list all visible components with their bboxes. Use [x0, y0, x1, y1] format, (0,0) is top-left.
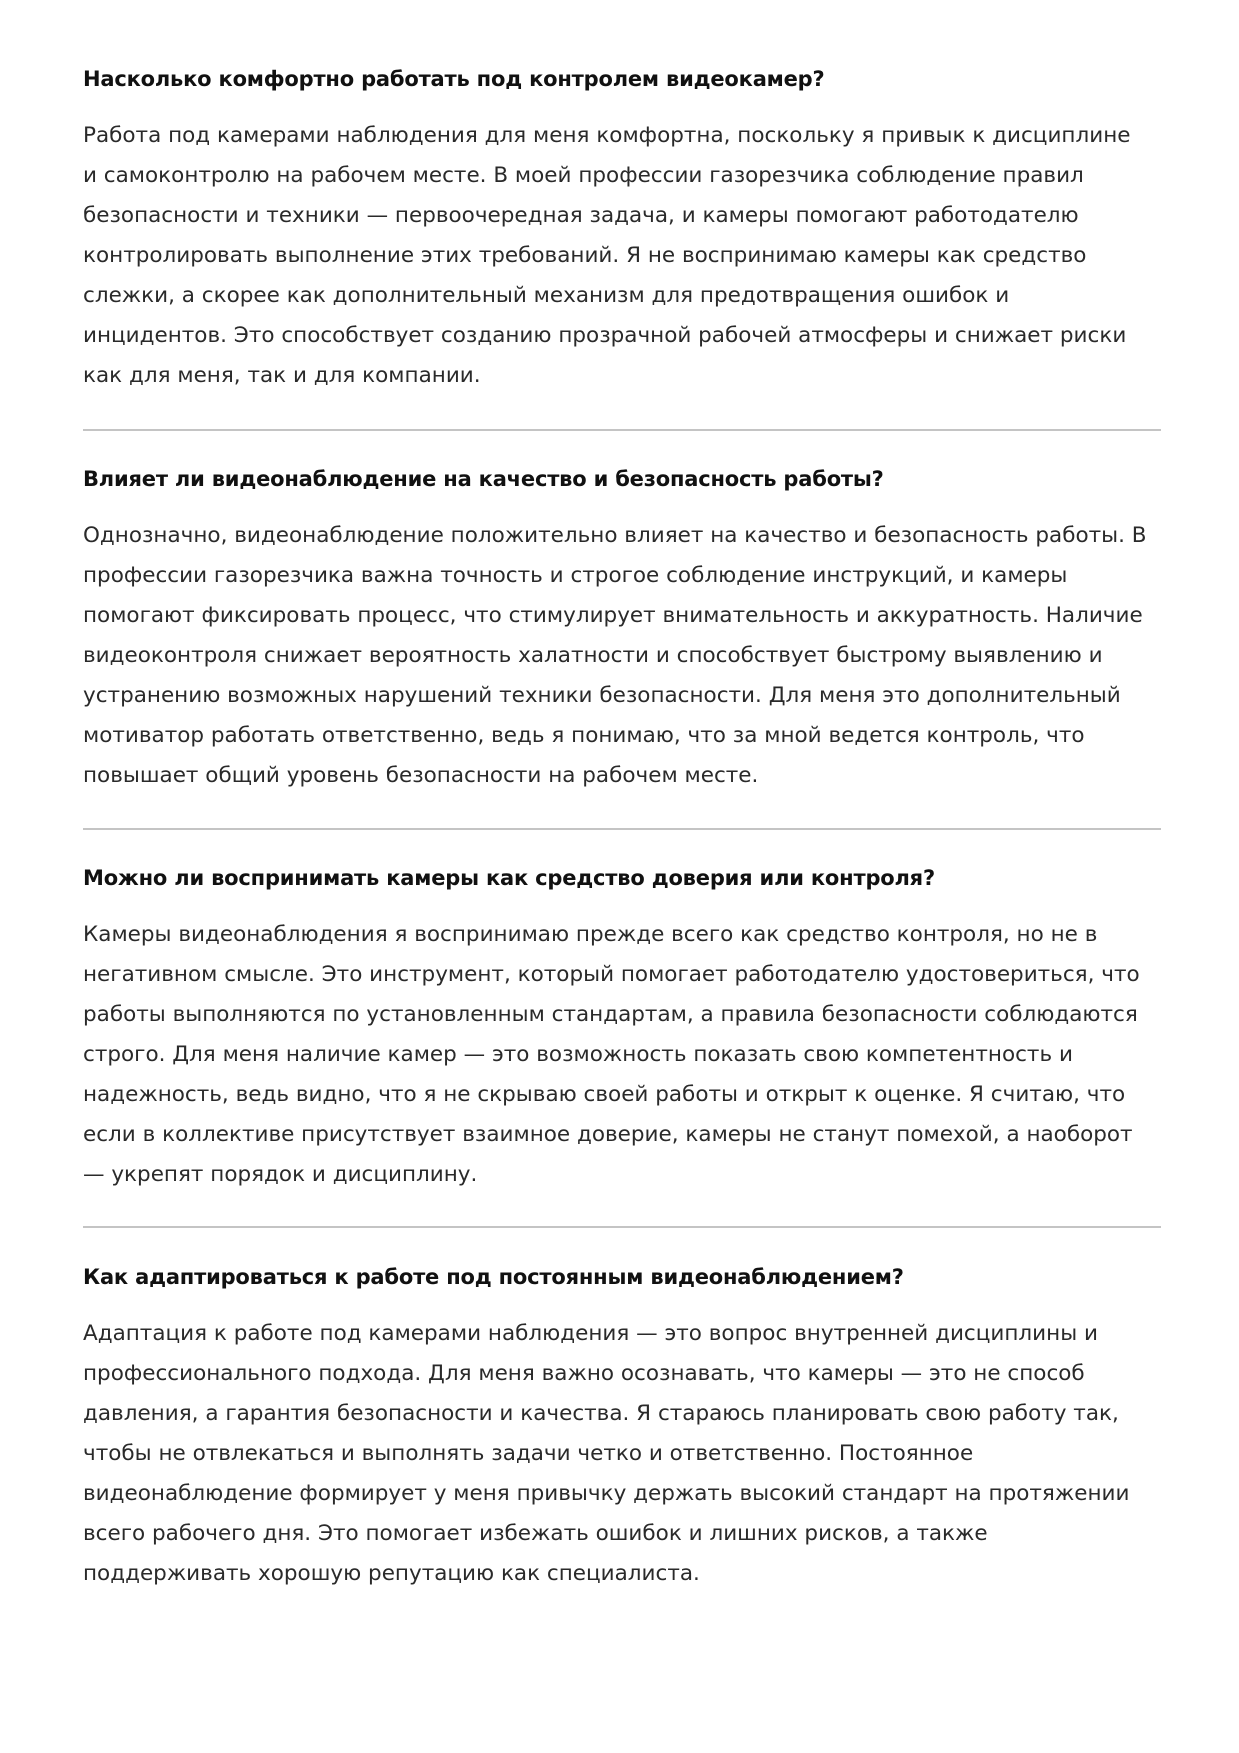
answer-line: безопасности и техники — первоочередная задача, и камеры помогают работодателю — [83, 203, 1079, 228]
answer-paragraph — [83, 516, 1163, 796]
qa-section — [83, 1262, 1163, 1594]
answer-line: — укрепят порядок и дисциплину. — [83, 1162, 478, 1187]
qa-section — [83, 64, 1163, 396]
answer-line: поддерживать хорошую репутацию как специалиста. — [83, 1561, 700, 1586]
answer-line: чтобы не отвлекаться и выполнять задачи четко и ответственно. Постоянное — [83, 1441, 974, 1466]
answer-line: давления, а гарантия безопасности и качества. Я стараюсь планировать свою работу так, — [83, 1401, 1119, 1426]
answer-line: как для меня, так и для компании. — [83, 363, 481, 388]
answer-line: Камеры видеонаблюдения я воспринимаю прежде всего как средство контроля, но не в — [83, 922, 1098, 947]
question-heading: Влияет ли видеонаблюдение на качество и безопасность работы? — [83, 467, 884, 491]
answer-line: надежность, ведь видно, что я не скрываю своей работы и открыт к оценке. Я считаю, что — [83, 1082, 1126, 1107]
answer-line: профессионального подхода. Для меня важно осознавать, что камеры — это не способ — [83, 1361, 1085, 1386]
answer-line: помогают фиксировать процесс, что стимулирует внимательность и аккуратность. Наличие — [83, 603, 1143, 628]
answer-line: видеоконтроля снижает вероятность халатности и способствует быстрому выявлению и — [83, 643, 1103, 668]
answer-line: инцидентов. Это способствует созданию прозрачной рабочей атмосферы и снижает риски — [83, 323, 1127, 348]
answer-line: слежки, а скорее как дополнительный механизм для предотвращения ошибок и — [83, 283, 1010, 308]
answer-line: строго. Для меня наличие камер — это возможность показать свою компетентность и — [83, 1042, 1073, 1067]
question-heading: Как адаптироваться к работе под постоянным видеонаблюдением? — [83, 1265, 904, 1289]
answer-line: повышает общий уровень безопасности на рабочем месте. — [83, 763, 759, 788]
answer-line: если в коллективе присутствует взаимное доверие, камеры не станут помехой, а наоборот — [83, 1122, 1133, 1147]
answer-line: мотиватор работать ответственно, ведь я понимаю, что за мной ведется контроль, что — [83, 723, 1085, 748]
answer-paragraph — [83, 116, 1163, 396]
answer-line: контролировать выполнение этих требований. Я не воспринимаю камеры как средство — [83, 243, 1087, 268]
answer-line: устранению возможных нарушений техники безопасности. Для меня это дополнительный — [83, 683, 1121, 708]
question-heading: Насколько комфортно работать под контролем видеокамер? — [83, 67, 825, 91]
answer-paragraph — [83, 1314, 1163, 1594]
answer-line: профессии газорезчика важна точность и строгое соблюдение инструкций, и камеры — [83, 563, 1068, 588]
answer-line: Адаптация к работе под камерами наблюдения — это вопрос внутренней дисциплины и — [83, 1321, 1098, 1346]
question-heading: Можно ли воспринимать камеры как средство доверия или контроля? — [83, 866, 935, 890]
answer-line: Однозначно, видеонаблюдение положительно влияет на качество и безопасность работы. В — [83, 523, 1147, 548]
section-divider — [83, 429, 1161, 431]
answer-paragraph — [83, 915, 1163, 1195]
answer-line: негативном смысле. Это инструмент, который помогает работодателю удостовериться, что — [83, 962, 1140, 987]
answer-line: Работа под камерами наблюдения для меня комфортна, поскольку я привык к дисциплине — [83, 123, 1131, 148]
qa-section — [83, 464, 1163, 796]
section-divider — [83, 1226, 1161, 1228]
answer-line: работы выполняются по установленным стандартам, а правила безопасности соблюдаются — [83, 1002, 1138, 1027]
section-divider — [83, 828, 1161, 830]
answer-line: и самоконтролю на рабочем месте. В моей профессии газорезчика соблюдение правил — [83, 163, 1084, 188]
answer-line: всего рабочего дня. Это помогает избежать ошибок и лишних рисков, а также — [83, 1521, 988, 1546]
answer-line: видеонаблюдение формирует у меня привычку держать высокий стандарт на протяжении — [83, 1481, 1130, 1506]
qa-section — [83, 863, 1163, 1195]
